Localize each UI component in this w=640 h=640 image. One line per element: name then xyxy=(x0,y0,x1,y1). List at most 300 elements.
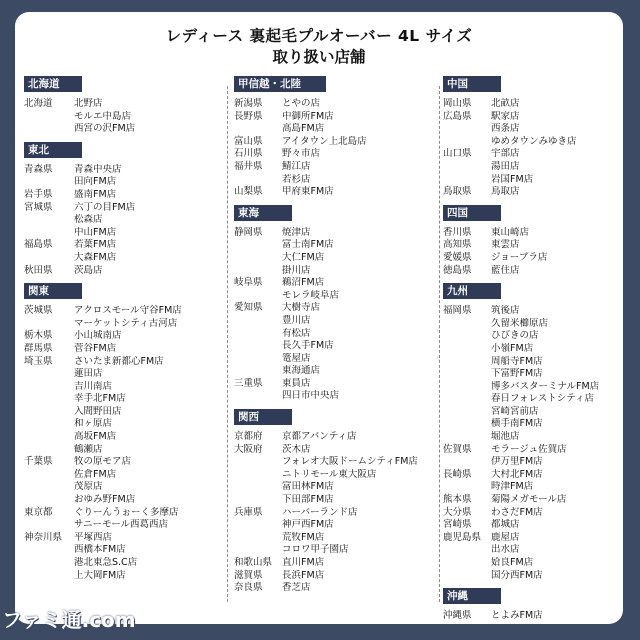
store-row xyxy=(443,381,618,394)
store-row xyxy=(234,353,438,366)
store-name: 豊川店 xyxy=(282,314,311,326)
region-header: 北海道 xyxy=(24,76,82,92)
prefecture-label: 栃木県 xyxy=(24,330,53,342)
store-row xyxy=(234,431,438,444)
store-row xyxy=(234,252,438,265)
store-rows xyxy=(234,98,438,199)
prefecture-label xyxy=(443,174,491,187)
store-row xyxy=(24,444,224,457)
store-name: マーケットシティ古河店 xyxy=(74,317,178,329)
store-name: アイタウン上北島店 xyxy=(282,135,367,147)
store-name: 松森店 xyxy=(74,214,103,226)
store-row xyxy=(234,123,438,136)
region-section xyxy=(234,205,438,403)
store-row xyxy=(234,444,438,457)
store-name: 長浜FM店 xyxy=(282,569,325,581)
prefecture-label xyxy=(443,343,491,356)
store-name: 牧の原モア店 xyxy=(74,456,132,468)
store-row xyxy=(234,469,438,482)
store-row xyxy=(24,570,224,583)
store-name: 直川FM店 xyxy=(282,557,325,568)
store-name: 菊陽メガモール店 xyxy=(491,494,567,506)
prefecture-label: 茨城県 xyxy=(24,305,53,317)
store-row xyxy=(24,214,224,227)
prefecture-label: 香川県 xyxy=(443,226,472,238)
store-row xyxy=(234,136,438,149)
prefecture-label: 宮城県 xyxy=(24,201,53,213)
store-row xyxy=(234,227,438,240)
prefecture-label: 大阪府 xyxy=(234,443,263,455)
store-name: ジョープラ店 xyxy=(491,251,548,263)
store-rows xyxy=(443,610,618,623)
prefecture-label xyxy=(234,544,282,557)
store-row xyxy=(234,340,438,353)
store-name: 筑後店 xyxy=(491,305,520,317)
prefecture-label xyxy=(24,318,74,331)
store-row xyxy=(24,456,224,469)
prefecture-label: 長野県 xyxy=(234,110,263,122)
store-row xyxy=(24,239,224,252)
prefecture-label: 神奈川県 xyxy=(24,531,63,543)
store-name: 高島FM店 xyxy=(282,123,325,135)
store-name: 香芝店 xyxy=(282,582,311,594)
store-name: 出水店 xyxy=(491,544,520,556)
region-header: 九州 xyxy=(443,283,501,299)
store-row xyxy=(24,507,224,520)
store-row xyxy=(443,318,618,331)
store-name: とよみFM店 xyxy=(491,610,543,622)
store-name: おゆみ野FM店 xyxy=(74,494,136,506)
store-row xyxy=(24,343,224,356)
column-divider xyxy=(439,86,440,602)
prefecture-label xyxy=(24,469,74,482)
store-rows xyxy=(443,305,618,582)
store-name: 甲府東FM店 xyxy=(282,186,334,198)
store-name: 東員店 xyxy=(282,377,311,389)
store-name: 篭屋店 xyxy=(282,352,311,364)
store-name: 和ヶ原店 xyxy=(74,418,113,430)
store-name: 時津FM店 xyxy=(491,481,534,493)
store-row xyxy=(24,381,224,394)
store-row xyxy=(24,418,224,431)
region-section xyxy=(443,588,618,623)
store-name: 大仁FM店 xyxy=(282,251,325,263)
store-name: 西宮の沢FM店 xyxy=(74,123,136,135)
store-name: 野々市店 xyxy=(282,148,321,160)
prefecture-label xyxy=(234,290,282,303)
store-row xyxy=(234,494,438,507)
prefecture-label xyxy=(234,174,282,187)
page-subtitle: 取り扱い店舗 xyxy=(272,48,366,66)
region-section xyxy=(234,76,438,199)
prefecture-label xyxy=(234,315,282,328)
store-name: 湯田店 xyxy=(491,160,520,172)
prefecture-label: 青森県 xyxy=(24,163,53,175)
store-name: 上大岡FM店 xyxy=(74,569,126,581)
store-name: 長久手FM店 xyxy=(282,340,334,352)
store-row xyxy=(443,111,618,124)
store-name: モラージュ佐賀店 xyxy=(491,443,567,455)
store-name: 若杉店 xyxy=(282,173,311,185)
store-name: 富田林FM店 xyxy=(282,481,334,493)
store-name: 港北東急S.C店 xyxy=(74,557,138,568)
store-name: 有松店 xyxy=(282,327,311,339)
store-name: 北畝店 xyxy=(491,98,520,109)
store-row xyxy=(443,161,618,174)
store-row xyxy=(234,277,438,290)
store-rows xyxy=(24,98,224,136)
store-name: ゆめタウンみゆき店 xyxy=(491,135,577,147)
store-name: 東山崎店 xyxy=(491,226,530,238)
store-row xyxy=(24,189,224,202)
prefecture-label xyxy=(24,227,74,240)
store-name: 宮崎宮前店 xyxy=(491,405,539,417)
store-row xyxy=(24,406,224,419)
store-row xyxy=(234,328,438,341)
store-row xyxy=(234,239,438,252)
region-section xyxy=(24,76,224,136)
prefecture-label xyxy=(24,519,74,532)
store-row xyxy=(24,393,224,406)
prefecture-label: 和歌山県 xyxy=(234,557,273,568)
store-rows xyxy=(234,431,438,595)
store-row xyxy=(443,507,618,520)
prefecture-label xyxy=(443,356,491,369)
store-name: 荒牧FM店 xyxy=(282,531,325,543)
store-row xyxy=(24,123,224,136)
store-name: さいたま新都心FM店 xyxy=(74,355,164,367)
store-name: 堀池店 xyxy=(491,431,520,443)
prefecture-label xyxy=(24,406,74,419)
prefecture-label xyxy=(234,390,282,403)
store-name: ニトリモール東大阪店 xyxy=(282,468,377,480)
store-name: アクロスモール守谷FM店 xyxy=(74,305,182,317)
store-name: 幸手北FM店 xyxy=(74,393,126,405)
prefecture-label xyxy=(443,381,491,394)
store-row xyxy=(234,161,438,174)
prefecture-label xyxy=(234,265,282,278)
store-name: 春日フォレストシティ店 xyxy=(491,393,594,405)
prefecture-label xyxy=(234,494,282,507)
store-row xyxy=(24,265,224,278)
store-name: サニーモール西葛西店 xyxy=(74,519,169,531)
store-name: 茨木店 xyxy=(282,443,311,455)
store-row xyxy=(443,570,618,583)
store-name: 中山FM店 xyxy=(74,226,117,238)
store-name: 横手南FM店 xyxy=(491,418,543,430)
prefecture-label xyxy=(24,544,74,557)
region-header: 甲信越・北陸 xyxy=(234,76,326,92)
prefecture-label xyxy=(24,252,74,265)
store-name: ぐりーんうぉーく多摩店 xyxy=(74,506,179,518)
store-row xyxy=(234,98,438,111)
prefecture-label xyxy=(24,444,74,457)
store-row xyxy=(443,356,618,369)
store-rows xyxy=(443,98,618,199)
store-name: 大村北FM店 xyxy=(491,468,543,480)
store-name: 焼津店 xyxy=(282,226,311,238)
store-name: 姶良FM店 xyxy=(491,557,534,568)
store-name: フォレオ大阪ドームシティFM店 xyxy=(282,456,418,468)
store-name: 東雲店 xyxy=(491,239,520,251)
prefecture-label: 秋田県 xyxy=(24,264,53,276)
store-row xyxy=(443,174,618,187)
store-name: 盛南FM店 xyxy=(74,188,117,200)
prefecture-label: 愛媛県 xyxy=(443,251,472,263)
page-title: レディース 裏起毛プルオーバー 4L サイズ xyxy=(165,27,473,45)
prefecture-label xyxy=(234,123,282,136)
prefecture-label xyxy=(234,353,282,366)
prefecture-label: 岡山県 xyxy=(443,98,472,109)
prefecture-label: 大分県 xyxy=(443,506,472,518)
region-section xyxy=(24,142,224,277)
store-name: 東海通店 xyxy=(282,365,321,377)
column-middle xyxy=(234,76,438,595)
store-row xyxy=(443,98,618,111)
region-header: 四国 xyxy=(443,205,501,221)
store-name: 藍住店 xyxy=(491,264,520,276)
store-row xyxy=(443,330,618,343)
store-name: 平塚西店 xyxy=(74,531,113,543)
store-row xyxy=(443,239,618,252)
column-right xyxy=(443,76,618,623)
prefecture-label: 北海道 xyxy=(24,98,53,109)
prefecture-label xyxy=(24,481,74,494)
prefecture-label: 高知県 xyxy=(443,239,472,251)
store-row xyxy=(24,111,224,124)
prefecture-label: 徳島県 xyxy=(443,264,472,276)
prefecture-label xyxy=(443,393,491,406)
store-row xyxy=(443,418,618,431)
store-row xyxy=(234,390,438,403)
store-name: 菅谷FM店 xyxy=(74,342,117,354)
prefecture-label: 三重県 xyxy=(234,377,263,389)
store-row xyxy=(443,186,618,199)
store-name: 高坂FM店 xyxy=(74,431,117,443)
store-row xyxy=(234,290,438,303)
store-row xyxy=(234,378,438,391)
store-row xyxy=(24,330,224,343)
prefecture-label xyxy=(234,328,282,341)
store-rows xyxy=(24,164,224,277)
store-row xyxy=(443,469,618,482)
prefecture-label: 愛知県 xyxy=(234,302,263,314)
store-row xyxy=(443,305,618,318)
prefecture-label: 静岡県 xyxy=(234,226,263,238)
store-row xyxy=(443,227,618,240)
prefecture-label xyxy=(443,570,491,583)
region-header: 東北 xyxy=(24,142,82,158)
region-header: 東海 xyxy=(234,205,292,221)
site-watermark: ファミ通.com xyxy=(2,608,136,632)
store-row xyxy=(234,557,438,570)
store-list-card xyxy=(15,12,623,624)
prefecture-label xyxy=(234,519,282,532)
prefecture-label xyxy=(443,330,491,343)
column-left xyxy=(24,76,224,582)
store-row xyxy=(443,481,618,494)
prefecture-label xyxy=(234,481,282,494)
store-name: 岩国FM店 xyxy=(491,173,534,185)
region-section xyxy=(443,205,618,277)
prefecture-label xyxy=(24,393,74,406)
store-row xyxy=(234,456,438,469)
prefecture-label xyxy=(24,123,74,136)
store-name: 佐倉FM店 xyxy=(74,468,117,480)
store-name: 西条店 xyxy=(491,123,520,135)
store-name: 大樹寺店 xyxy=(282,302,321,314)
prefecture-label xyxy=(443,161,491,174)
prefecture-label xyxy=(443,406,491,419)
store-row xyxy=(443,444,618,457)
store-row xyxy=(24,557,224,570)
store-name: 大森FM店 xyxy=(74,251,117,263)
prefecture-label: 新潟県 xyxy=(234,98,263,109)
store-row xyxy=(234,544,438,557)
prefecture-label xyxy=(443,136,491,149)
store-row xyxy=(234,519,438,532)
store-row xyxy=(443,368,618,381)
store-row xyxy=(234,570,438,583)
prefecture-label xyxy=(443,481,491,494)
store-row xyxy=(443,136,618,149)
prefecture-label: 千葉県 xyxy=(24,456,53,468)
store-row xyxy=(234,302,438,315)
prefecture-label: 広島県 xyxy=(443,110,472,122)
prefecture-label xyxy=(234,252,282,265)
prefecture-label: 奈良県 xyxy=(234,582,263,594)
region-section xyxy=(443,283,618,582)
prefecture-label: 滋賀県 xyxy=(234,569,263,581)
store-name: 吉川南店 xyxy=(74,380,113,392)
store-row xyxy=(234,532,438,545)
prefecture-label: 岩手県 xyxy=(24,188,53,200)
store-row xyxy=(24,202,224,215)
store-row xyxy=(24,176,224,189)
store-name: 駅家店 xyxy=(491,110,520,122)
store-row xyxy=(24,532,224,545)
store-name: 西橋本FM店 xyxy=(74,544,126,556)
store-name: 北野店 xyxy=(74,98,103,109)
store-name: 富士南FM店 xyxy=(282,239,334,251)
store-row xyxy=(24,356,224,369)
prefecture-label xyxy=(24,111,74,124)
store-row xyxy=(443,610,618,623)
store-row xyxy=(24,481,224,494)
prefecture-label: 東京都 xyxy=(24,506,53,518)
prefecture-label xyxy=(443,123,491,136)
prefecture-label: 沖縄県 xyxy=(443,610,472,622)
prefecture-label xyxy=(443,456,491,469)
prefecture-label: 福井県 xyxy=(234,160,263,172)
prefecture-label xyxy=(24,431,74,444)
store-row xyxy=(443,265,618,278)
store-row xyxy=(443,431,618,444)
store-name: 伊万里FM店 xyxy=(491,456,543,468)
store-row xyxy=(24,227,224,240)
store-row xyxy=(443,544,618,557)
store-row xyxy=(443,252,618,265)
prefecture-label: 兵庫県 xyxy=(234,506,263,518)
region-section xyxy=(24,283,224,582)
store-name: わさだFM店 xyxy=(491,506,543,518)
prefecture-label xyxy=(24,214,74,227)
prefecture-label: 宮崎県 xyxy=(443,519,472,531)
store-row xyxy=(24,368,224,381)
store-name: 下田部FM店 xyxy=(282,494,334,506)
prefecture-label xyxy=(234,365,282,378)
store-row xyxy=(234,365,438,378)
store-row xyxy=(24,494,224,507)
prefecture-label: 長崎県 xyxy=(443,468,472,480)
prefecture-label xyxy=(443,418,491,431)
store-name: 茨島店 xyxy=(74,264,103,276)
store-name: ハーバーランド店 xyxy=(282,506,358,518)
prefecture-label: 岐阜県 xyxy=(234,277,263,289)
store-name: 小山城南店 xyxy=(74,330,122,342)
store-name: とやの店 xyxy=(282,98,321,109)
region-header: 沖縄 xyxy=(443,588,501,604)
store-name: 茂原店 xyxy=(74,481,103,493)
region-header: 中国 xyxy=(443,76,501,92)
store-row xyxy=(234,174,438,187)
store-name: 若葉FM店 xyxy=(74,239,117,251)
store-row xyxy=(24,431,224,444)
prefecture-label xyxy=(24,494,74,507)
prefecture-label: 佐賀県 xyxy=(443,443,472,455)
prefecture-label xyxy=(24,176,74,189)
store-name: 鯖江店 xyxy=(282,160,311,172)
store-row xyxy=(443,557,618,570)
store-row xyxy=(24,305,224,318)
region-section xyxy=(443,76,618,199)
store-row xyxy=(234,582,438,595)
prefecture-label xyxy=(24,570,74,583)
store-row xyxy=(443,456,618,469)
store-name: 久留米櫛原店 xyxy=(491,317,549,329)
store-row xyxy=(24,318,224,331)
store-row xyxy=(24,164,224,177)
store-name: 四日市中央店 xyxy=(282,390,340,402)
store-row xyxy=(443,406,618,419)
store-row xyxy=(443,343,618,356)
prefecture-label xyxy=(443,544,491,557)
store-name: 神戸西FM店 xyxy=(282,519,334,531)
store-name: 博多バスターミナルFM店 xyxy=(491,380,600,392)
column-divider xyxy=(227,86,228,602)
store-name: モレラ岐阜店 xyxy=(282,289,340,301)
region-header: 関西 xyxy=(234,409,292,425)
store-name: 鳥取店 xyxy=(491,186,520,198)
prefecture-label: 埼玉県 xyxy=(24,355,53,367)
store-name: ひびきの店 xyxy=(491,330,539,342)
store-name: 下富野FM店 xyxy=(491,368,543,380)
store-name: コロワ甲子園店 xyxy=(282,544,349,556)
prefecture-label xyxy=(24,381,74,394)
store-name: 掛川店 xyxy=(282,264,311,276)
store-row xyxy=(443,494,618,507)
store-name: 国分西FM店 xyxy=(491,569,543,581)
prefecture-label: 富山県 xyxy=(234,135,263,147)
prefecture-label xyxy=(234,532,282,545)
store-row xyxy=(234,148,438,161)
store-name: 青森中央店 xyxy=(74,163,122,175)
store-name: 京都アバンティ店 xyxy=(282,431,357,443)
store-name: 都城店 xyxy=(491,519,520,531)
prefecture-label xyxy=(24,368,74,381)
prefecture-label xyxy=(443,318,491,331)
store-row xyxy=(443,393,618,406)
